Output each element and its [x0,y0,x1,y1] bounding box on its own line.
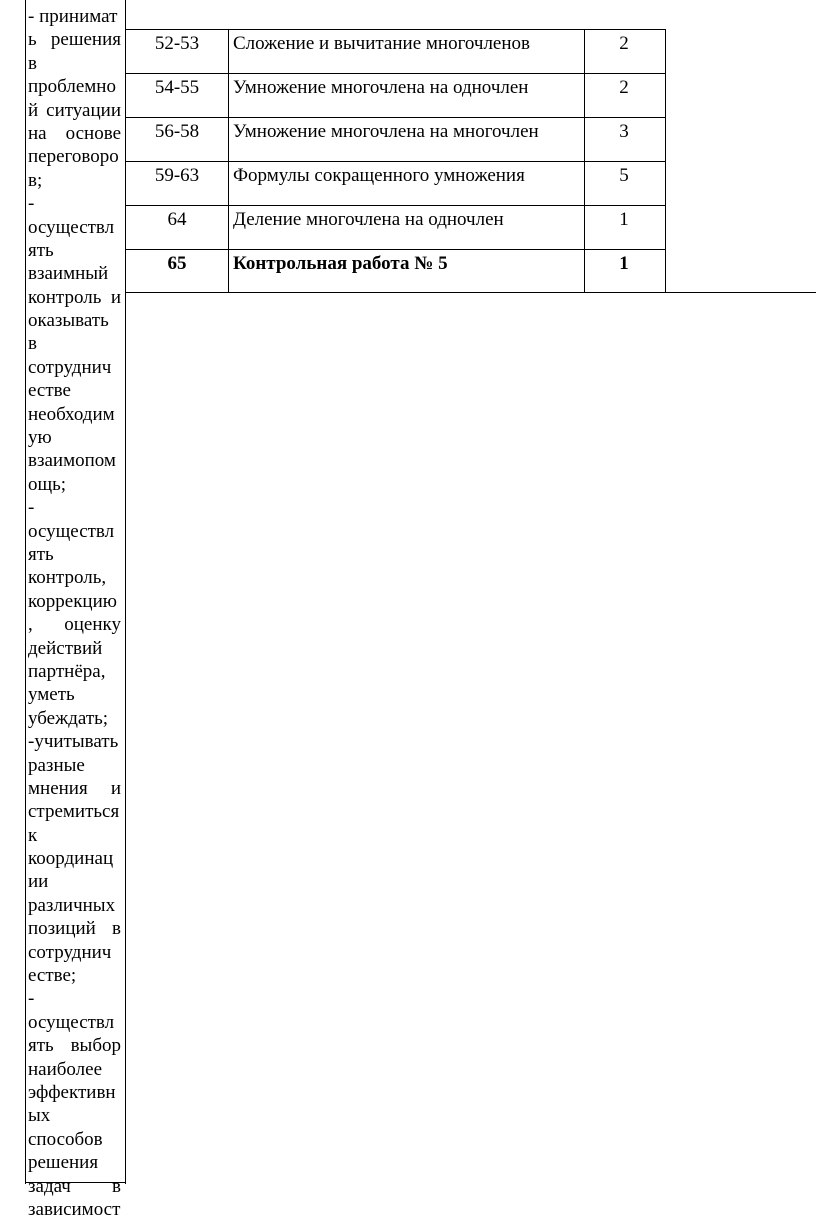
lesson-topic-cell: Сложение и вычитание многочленов [233,33,531,54]
competency-line: решения [28,1152,99,1174]
competency-line: на основе [28,122,121,144]
lesson-number-cell: 65 [167,253,187,274]
competency-line: в [28,52,37,74]
competency-line: убеждать; [28,707,109,729]
competency-line: действий [28,637,103,659]
competency-line: - [28,193,35,215]
competency-line: ощь; [28,473,67,495]
lesson-number-cell: 59-63 [154,165,200,186]
lesson-topic-cell: Умножение многочлена на многочлен [233,121,539,142]
competency-text-column [28,5,121,1221]
lesson-hours-cell: 5 [619,165,629,186]
competency-line: в [28,333,37,355]
competency-line: ых [28,1105,51,1127]
competency-line: координац [28,848,114,870]
competency-line: контроль, [28,567,107,589]
competency-line: осуществл [28,216,115,238]
competency-line: , оценку [28,614,121,636]
competency-line: сотруднич [28,941,112,963]
competency-line: взаимопом [28,450,116,472]
competency-line: - принимат [28,6,118,27]
competency-line: зависимост [28,1198,121,1220]
lesson-number-cell: 56-58 [154,121,200,142]
competency-line: способов [28,1128,103,1150]
lesson-number-cell: 64 [167,209,187,230]
competency-line: наиболее [28,1058,103,1080]
competency-line: - [28,988,35,1010]
lesson-topic-cell: Умножение многочлена на одночлен [233,77,529,98]
competency-line: контроль и [28,286,121,308]
competency-line: ии [28,871,49,893]
lesson-number-cell: 52-53 [154,33,200,54]
lesson-topic-cell: Контрольная работа № 5 [233,253,448,274]
competency-line: в; [28,169,43,191]
lesson-topic-cell: Деление многочлена на одночлен [233,209,504,230]
competency-line: различных [28,894,116,916]
left-col-border-left [25,0,26,1184]
competency-line: мнения и [28,777,121,799]
competency-line: ять [28,239,54,261]
competency-line: й ситуации [28,99,121,121]
competency-line: ять [28,543,54,565]
competency-line: взаимный [28,263,109,285]
lesson-hours-cell: 2 [619,33,629,54]
lesson-number-cell: 54-55 [154,77,200,98]
competency-line: к [28,824,38,846]
competency-line: осуществл [28,520,115,542]
left-col-border-right [125,0,126,1184]
table-col-border [665,29,666,293]
competency-line: партнёра, [28,660,106,682]
table-col-border [228,29,229,293]
competency-line: проблемно [28,76,116,98]
lesson-hours-cell: 2 [619,77,629,98]
competency-line: эффективн [28,1081,116,1103]
competency-line: ь решения [28,29,121,51]
competency-line: позиций в [28,918,121,940]
competency-line: сотруднич [28,356,112,378]
lesson-hours-cell: 3 [619,121,629,142]
competency-line: переговоро [28,146,119,168]
competency-line: естве; [28,965,77,987]
lesson-hours-cell: 1 [619,209,629,230]
competency-line: уметь [28,684,75,706]
competency-line: необходим [28,403,115,425]
competency-line: естве [28,380,71,402]
lesson-hours-cell: 1 [619,253,629,274]
competency-line: ую [28,427,52,449]
lesson-topic-cell: Формулы сокращенного умножения [233,165,525,186]
competency-line: ять выбор [28,1035,121,1057]
competency-line: осуществл [28,1011,115,1033]
competency-line: стремиться [28,801,120,823]
competency-line: оказывать [28,310,109,332]
competency-line: - [28,497,35,519]
competency-line: разные [28,754,85,776]
competency-line: коррекцию [28,590,117,612]
competency-line: -учитывать [28,731,119,753]
competency-line: задач в [28,1175,121,1197]
